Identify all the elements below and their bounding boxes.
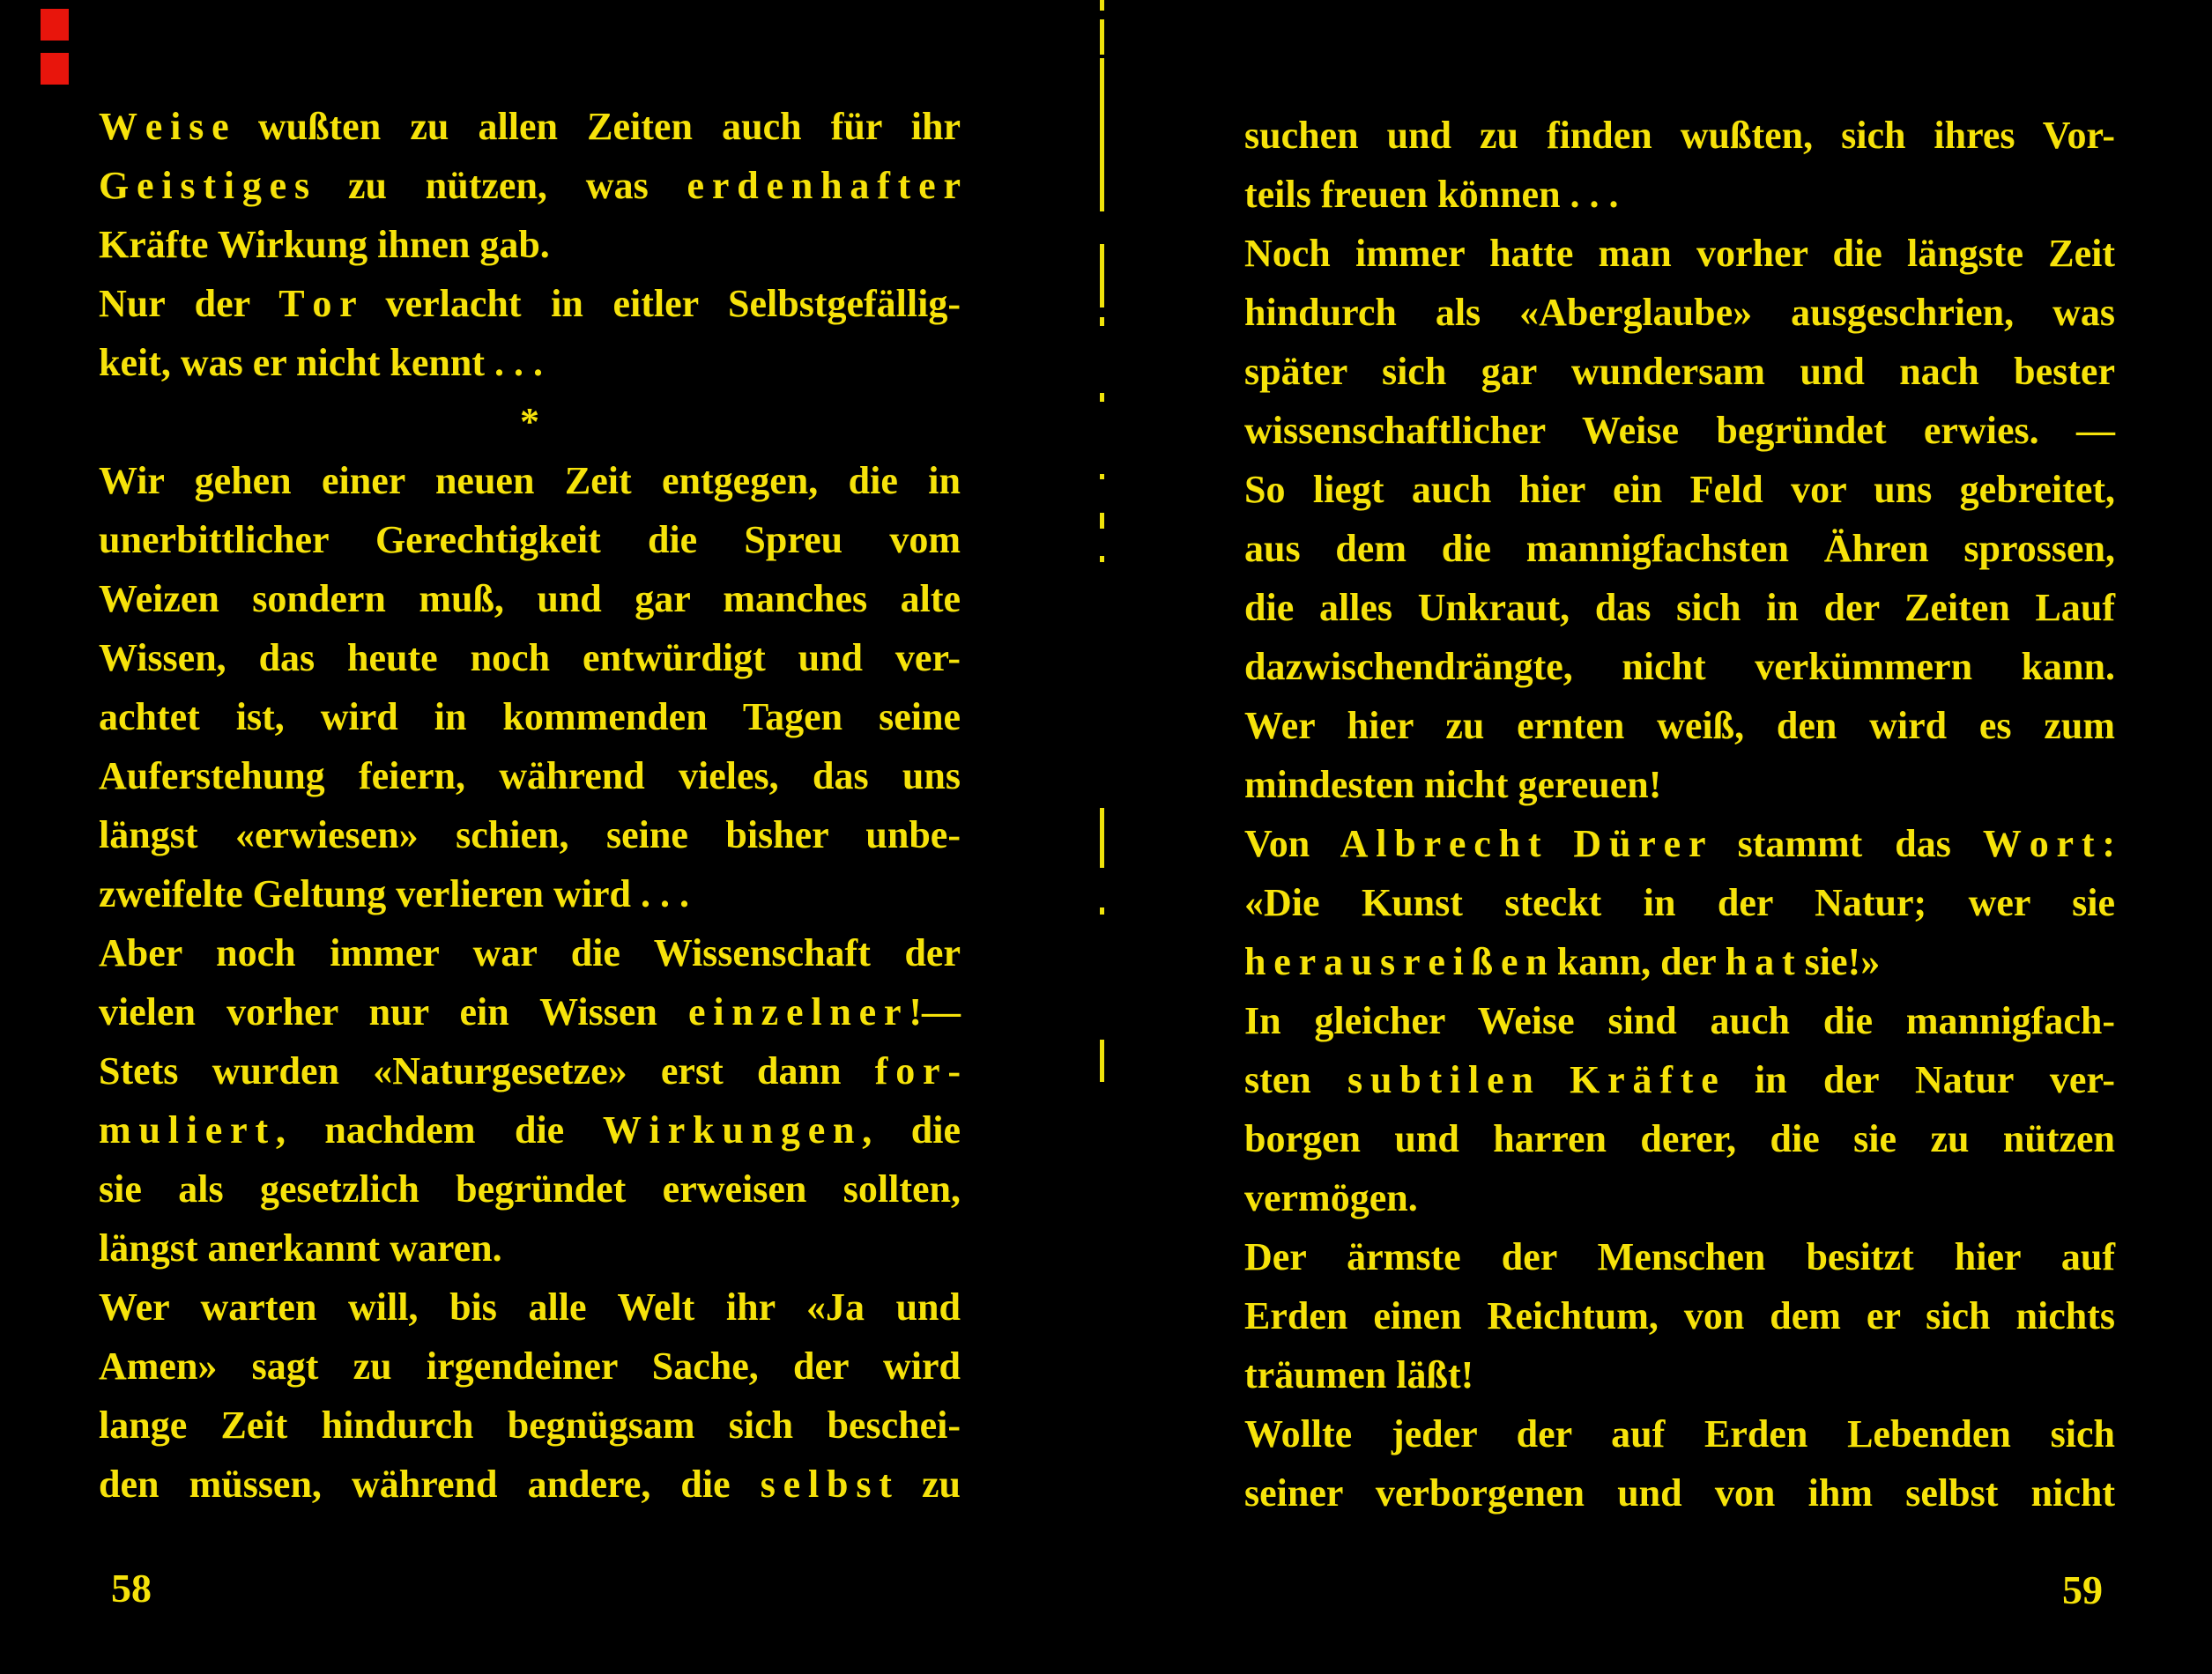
page-number-left: 58 <box>111 1566 152 1611</box>
text-line: h e r a u s r e i ß e n kann, der h a t sie!» <box>1244 940 1881 983</box>
text-line: unerbittlicher Gerechtigkeit die Spreu vom <box>99 518 961 561</box>
text-line: Nur der T o r verlacht in eitler Selbstgefällig- <box>99 282 961 325</box>
red-mark <box>41 9 69 41</box>
text-line: W e i s e wußten zu allen Zeiten auch für ihr <box>99 105 961 148</box>
text-line: die alles Unkraut, das sich in der Zeiten Lauf <box>1244 586 2115 629</box>
text-line: längst «erwiesen» schien, seine bisher unbe- <box>99 813 961 856</box>
text-line: Weizen sondern muß, und gar manches alte <box>99 577 961 620</box>
red-mark <box>41 53 69 85</box>
text-line: Kräfte Wirkung ihnen gab. <box>99 223 550 266</box>
text-line: Stets wurden «Naturgesetze» erst dann f o r - <box>99 1049 961 1093</box>
text-line: Erden einen Reichtum, von dem er sich nichts <box>1244 1294 2115 1337</box>
text-line: achtet ist, wird in kommenden Tagen seine <box>99 695 961 738</box>
spine-dash <box>1100 317 1104 326</box>
text-line: aus dem die mannigfachsten Ähren sprossen, <box>1244 527 2115 570</box>
text-line: Von A l b r e c h t D ü r e r stammt das W o r t : <box>1244 822 2115 865</box>
text-line: «Die Kunst steckt in der Natur; wer sie <box>1244 881 2115 924</box>
text-line: So liegt auch hier ein Feld vor uns gebreitet, <box>1244 468 2115 511</box>
text-line: Amen» sagt zu irgendeiner Sache, der wird <box>99 1344 961 1388</box>
text-line: sie als gesetzlich begründet erweisen sollten, <box>99 1167 961 1211</box>
text-line: hindurch als «Aberglaube» ausgeschrien, was <box>1244 291 2115 334</box>
spine-dash <box>1100 1040 1104 1082</box>
text-line: Wir gehen einer neuen Zeit entgegen, die in <box>99 459 961 502</box>
text-line: sten s u b t i l e n K r ä f t e in der Natur ver- <box>1244 1058 2115 1101</box>
text-line: dazwischendrängte, nicht verkümmern kann. <box>1244 645 2115 688</box>
left-page-text <box>99 99 961 1515</box>
spine-dash <box>1100 907 1104 915</box>
text-line: träumen läßt! <box>1244 1353 1474 1396</box>
text-line: teils freuen können . . . <box>1244 173 1619 216</box>
text-line: zweifelte Geltung verlieren wird . . . <box>99 872 689 915</box>
page-number-right: 59 <box>2062 1567 2103 1612</box>
text-line: vielen vorher nur ein Wissen e i n z e l n e r !— <box>99 990 961 1033</box>
text-line: Wer hier zu ernten weiß, den wird es zum <box>1244 704 2115 747</box>
text-line: G e i s t i g e s zu nützen, was e r d e n h a f t e r <box>99 164 961 207</box>
text-line: Aber noch immer war die Wissenschaft der <box>99 931 961 974</box>
text-line: lange Zeit hindurch begnügsam sich beschei- <box>99 1404 961 1447</box>
text-line: Auferstehung feiern, während vieles, das uns <box>99 754 961 797</box>
text-line: Der ärmste der Menschen besitzt hier auf <box>1244 1235 2115 1278</box>
spine-dash <box>1100 244 1104 307</box>
text-line: In gleicher Weise sind auch die mannigfach- <box>1244 999 2115 1042</box>
text-line: keit, was er nicht kennt . . . <box>99 341 543 384</box>
spine-dash <box>1100 556 1104 562</box>
spine-dash <box>1100 513 1104 529</box>
text-line: Wer warten will, bis alle Welt ihr «Ja und <box>99 1285 961 1329</box>
text-line: m u l i e r t , nachdem die W i r k u n g e n , die <box>99 1108 961 1152</box>
text-line: später sich gar wundersam und nach bester <box>1244 350 2115 393</box>
text-line: Wissen, das heute noch entwürdigt und ver- <box>99 636 961 679</box>
text-line: borgen und harren derer, die sie zu nützen <box>1244 1117 2115 1160</box>
right-page-text <box>1244 107 2115 1524</box>
text-line: Wollte jeder der auf Erden Lebenden sich <box>1244 1412 2115 1455</box>
section-separator-asterisk: * <box>520 400 539 443</box>
text-line: den müssen, während andere, die s e l b s t zu <box>99 1463 961 1506</box>
text-line: wissenschaftlicher Weise begründet erwies. — <box>1244 409 2115 452</box>
spine-dash <box>1100 393 1104 402</box>
spine-dash <box>1100 0 1104 11</box>
text-line: vermögen. <box>1244 1176 1418 1219</box>
text-line: mindesten nicht gereuen! <box>1244 763 1662 806</box>
spine-dash <box>1100 58 1104 211</box>
spine-dash <box>1100 808 1104 868</box>
spine-dash <box>1100 474 1104 479</box>
spine-dash <box>1100 19 1104 55</box>
text-line: seiner verborgenen und von ihm selbst nicht <box>1244 1471 2115 1515</box>
text-line: längst anerkannt waren. <box>99 1226 502 1270</box>
text-line: suchen und zu finden wußten, sich ihres Vor- <box>1244 114 2115 157</box>
text-line: Noch immer hatte man vorher die längste Zeit <box>1244 232 2115 275</box>
